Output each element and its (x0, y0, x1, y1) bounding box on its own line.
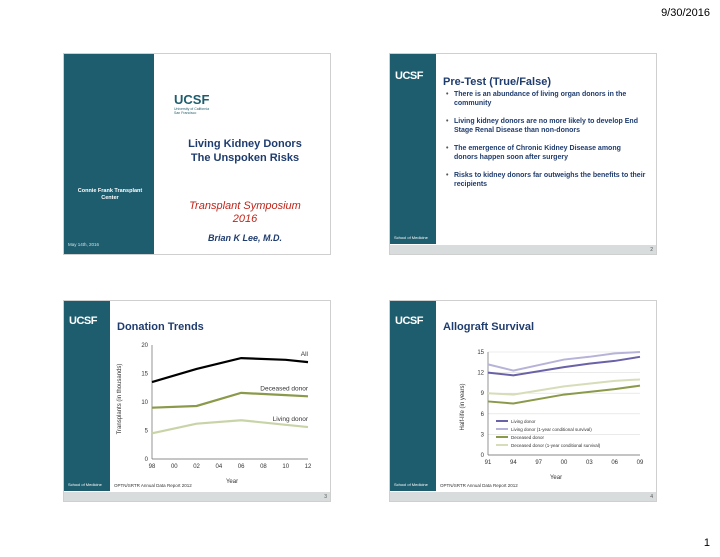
y-tick-label: 15 (141, 371, 148, 378)
allograft-survival-chart (438, 337, 657, 497)
source-note: OPTN/SRTR Annual Data Report 2012 (440, 483, 518, 488)
ucsf-logo: UCSF (69, 315, 97, 327)
series-line (488, 379, 640, 394)
y-tick-label: 15 (477, 350, 484, 356)
x-axis-label: Year (225, 479, 239, 485)
sidebar (64, 301, 110, 491)
ucsf-logo: UCSF University of California San Francisco (174, 92, 214, 115)
x-tick-label: 91 (484, 460, 492, 466)
y-tick-label: 3 (480, 432, 484, 439)
ucsf-logo: UCSF (395, 315, 423, 327)
slide-title: Allograft Survival (443, 321, 535, 333)
source-note: OPTN/SRTR Annual Data Report 2012 (114, 483, 192, 488)
slide-number: 2 (650, 247, 653, 253)
center-name: Connie Frank Transplant Center (77, 188, 143, 201)
list-item: • Risks to kidney donors far outweighs the benefits to their recipients (446, 171, 646, 189)
list-item: • The emergence of Chronic Kidney Disease among donors happen soon after surgery (446, 144, 646, 162)
footer-strip (390, 245, 656, 254)
school-label: School of Medicine (394, 235, 428, 240)
slide-allograft-survival (389, 300, 657, 502)
sidebar (390, 301, 436, 491)
sidebar (390, 54, 436, 244)
x-tick-label: 06 (611, 460, 619, 466)
series-line (152, 393, 308, 408)
sidebar (64, 54, 154, 254)
legend-label: Deceased donor (511, 435, 545, 440)
y-tick-label: 0 (144, 457, 148, 463)
x-tick-label: 12 (304, 464, 312, 470)
slide-donation-trends (63, 300, 331, 502)
event-line-1: Transplant Symposium (189, 200, 301, 212)
y-tick-label: 6 (480, 411, 484, 418)
x-tick-label: 09 (636, 460, 644, 466)
list-item: • Living kidney donors are no more likely to develop End Stage Renal Disease than non-donors (446, 117, 646, 135)
slide-title: Donation Trends (117, 321, 204, 333)
x-tick-label: 08 (260, 464, 267, 470)
footer-strip (64, 492, 330, 501)
x-tick-label: 03 (585, 460, 593, 466)
y-tick-label: 20 (141, 343, 148, 349)
x-tick-label: 00 (560, 460, 568, 466)
y-tick-label: 5 (144, 428, 148, 435)
title-line-1: Living Kidney Donors (188, 138, 302, 150)
x-tick-label: 02 (193, 464, 200, 470)
list-item: • There is an abundance of living organ donors in the community (446, 90, 646, 108)
slide-number: 4 (650, 494, 653, 500)
series-label: Deceased donor (260, 385, 308, 393)
school-label: School of Medicine (394, 482, 428, 487)
series-label: All (300, 351, 308, 359)
x-tick-label: 97 (535, 460, 543, 466)
page-date: 9/30/2016 (661, 7, 710, 19)
y-tick-label: 10 (141, 400, 148, 406)
y-tick-label: 9 (480, 391, 484, 398)
x-tick-label: 06 (237, 464, 245, 470)
legend-label: Deceased donor (1-year conditional survival) (511, 443, 601, 448)
ucsf-logo: UCSF (395, 70, 423, 82)
school-label: School of Medicine (68, 482, 102, 487)
presenter: Brian K Lee, M.D. (207, 233, 282, 243)
title-line-2: The Unspoken Risks (190, 152, 300, 164)
logo-subtitle: University of California San Francisco (174, 107, 210, 115)
slide-title: Pre-Test (True/False) (443, 76, 551, 88)
x-tick-label: 04 (215, 464, 223, 470)
series-line (152, 358, 308, 382)
sidebar-date: May 14th, 2016 (68, 242, 100, 247)
series-label: Living donor (272, 416, 308, 424)
slide-number: 3 (324, 494, 327, 500)
y-tick-label: 12 (477, 370, 484, 377)
x-tick-label: 00 (170, 464, 178, 470)
x-tick-label: 98 (148, 464, 156, 470)
x-tick-label: 10 (282, 464, 290, 470)
legend-label: Living donor (1-year conditional survival) (511, 427, 592, 432)
legend-label: Living donor (511, 419, 536, 424)
slide-title-card (63, 53, 331, 255)
x-axis-label: Year (549, 475, 563, 481)
event-line-2: 2016 (232, 213, 258, 225)
x-tick-label: 94 (509, 460, 517, 466)
slide-pretest (389, 53, 657, 255)
bullet-list (446, 90, 646, 198)
footer-strip (390, 492, 656, 501)
y-axis-label: Half-life (in years) (460, 383, 466, 431)
y-axis-label: Transplants (in thousands) (117, 363, 123, 435)
y-tick-label: 0 (480, 453, 484, 459)
page-number: 1 (703, 537, 710, 549)
donation-trends-chart (112, 337, 331, 497)
